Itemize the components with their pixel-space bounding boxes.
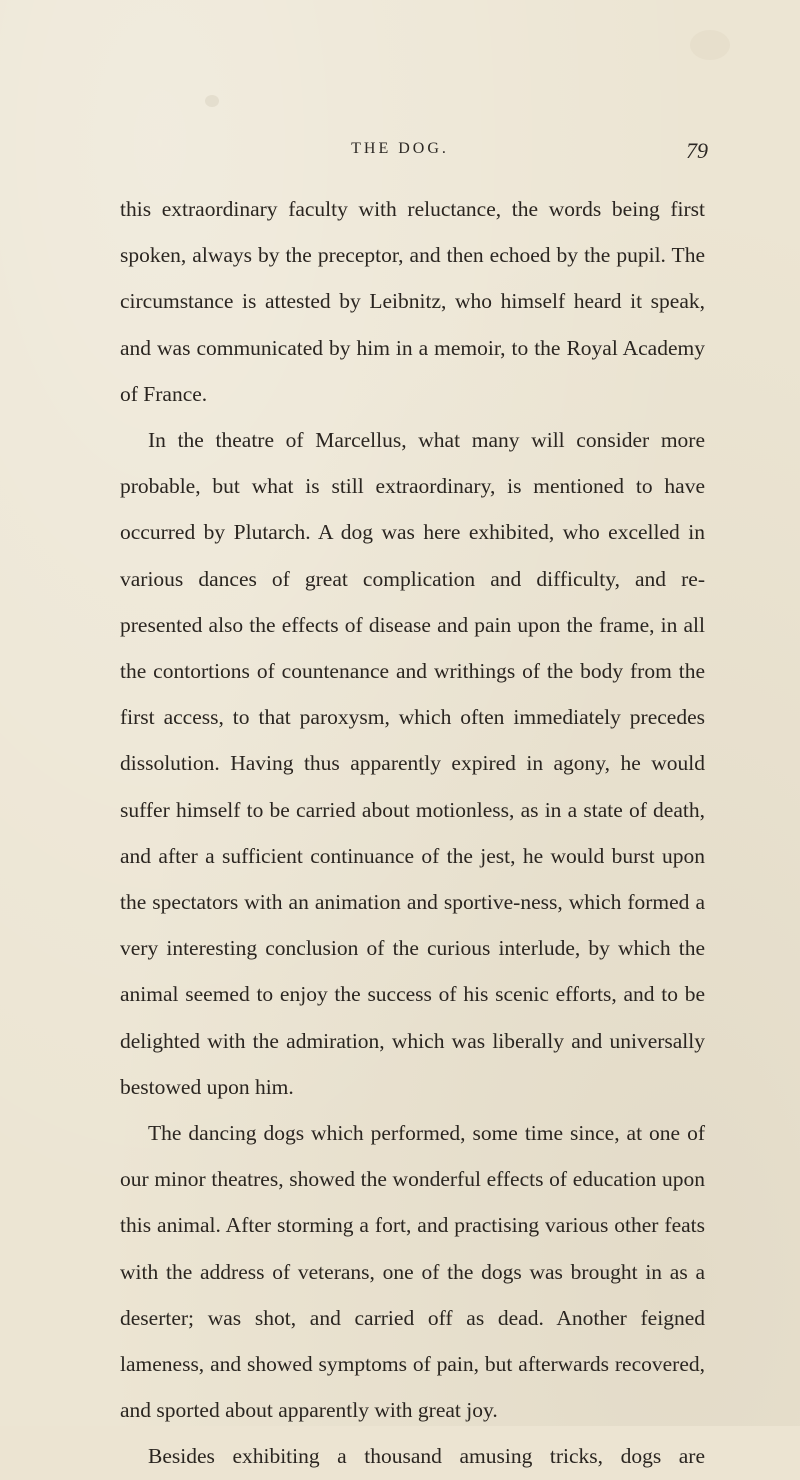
paragraph-dancing-dogs: The dancing dogs which performed, some time since, at one of our minor theatres, showed the wonderful effects of education upon this animal. After storming a fort, and practising various other feats with the address of veterans, one of the dogs was brought in as a deserter; was shot, and carried off as dead. Another feigned lameness, and showed symptoms of pain, but afterwards recovered, and sported about apparently with great joy. [120,1121,705,1423]
paper-stain [690,30,730,60]
running-head: THE DOG. [351,140,449,157]
body-text [120,186,705,1480]
paragraph-marcellus: In the theatre of Marcellus, what many will consider more probable, but what is still extraordinary, is mentioned to have occurred by Plutarch. A dog was here exhibited, who excelled in various dances of great complication and difficulty, and re-presented also the effects of disease and pain upon the frame, in all the contortions of countenance and writhings of the body from the first access, to that paroxysm, which often immediately precedes dissolution. Having thus apparently expired in agony, he would suffer himself to be carried about motionless, as in a state of death, and after a sufficient continuance of the jest, he would burst upon the spectators with an animation and sportive-ness, which formed a very interesting conclusion of the curious interlude, by which the animal seemed to enjoy the success of his scenic efforts, and to be delighted with the admiration, which was liberally and universally bestowed upon him. [120,428,705,1099]
paragraph-besides: Besides exhibiting a thousand amusing tricks, dogs are [148,1444,705,1469]
page-number: 79 [686,138,708,163]
page-header [0,140,800,170]
paper-stain [205,95,219,107]
paragraph-continuation: this extraordinary faculty with reluctance, the words being first spoken, always by the preceptor, and then echoed by the pupil. The circumstance is attested by Leibnitz, who himself heard it speak, and was communicated by him in a memoir, to the Royal Academy of France. [120,197,705,406]
